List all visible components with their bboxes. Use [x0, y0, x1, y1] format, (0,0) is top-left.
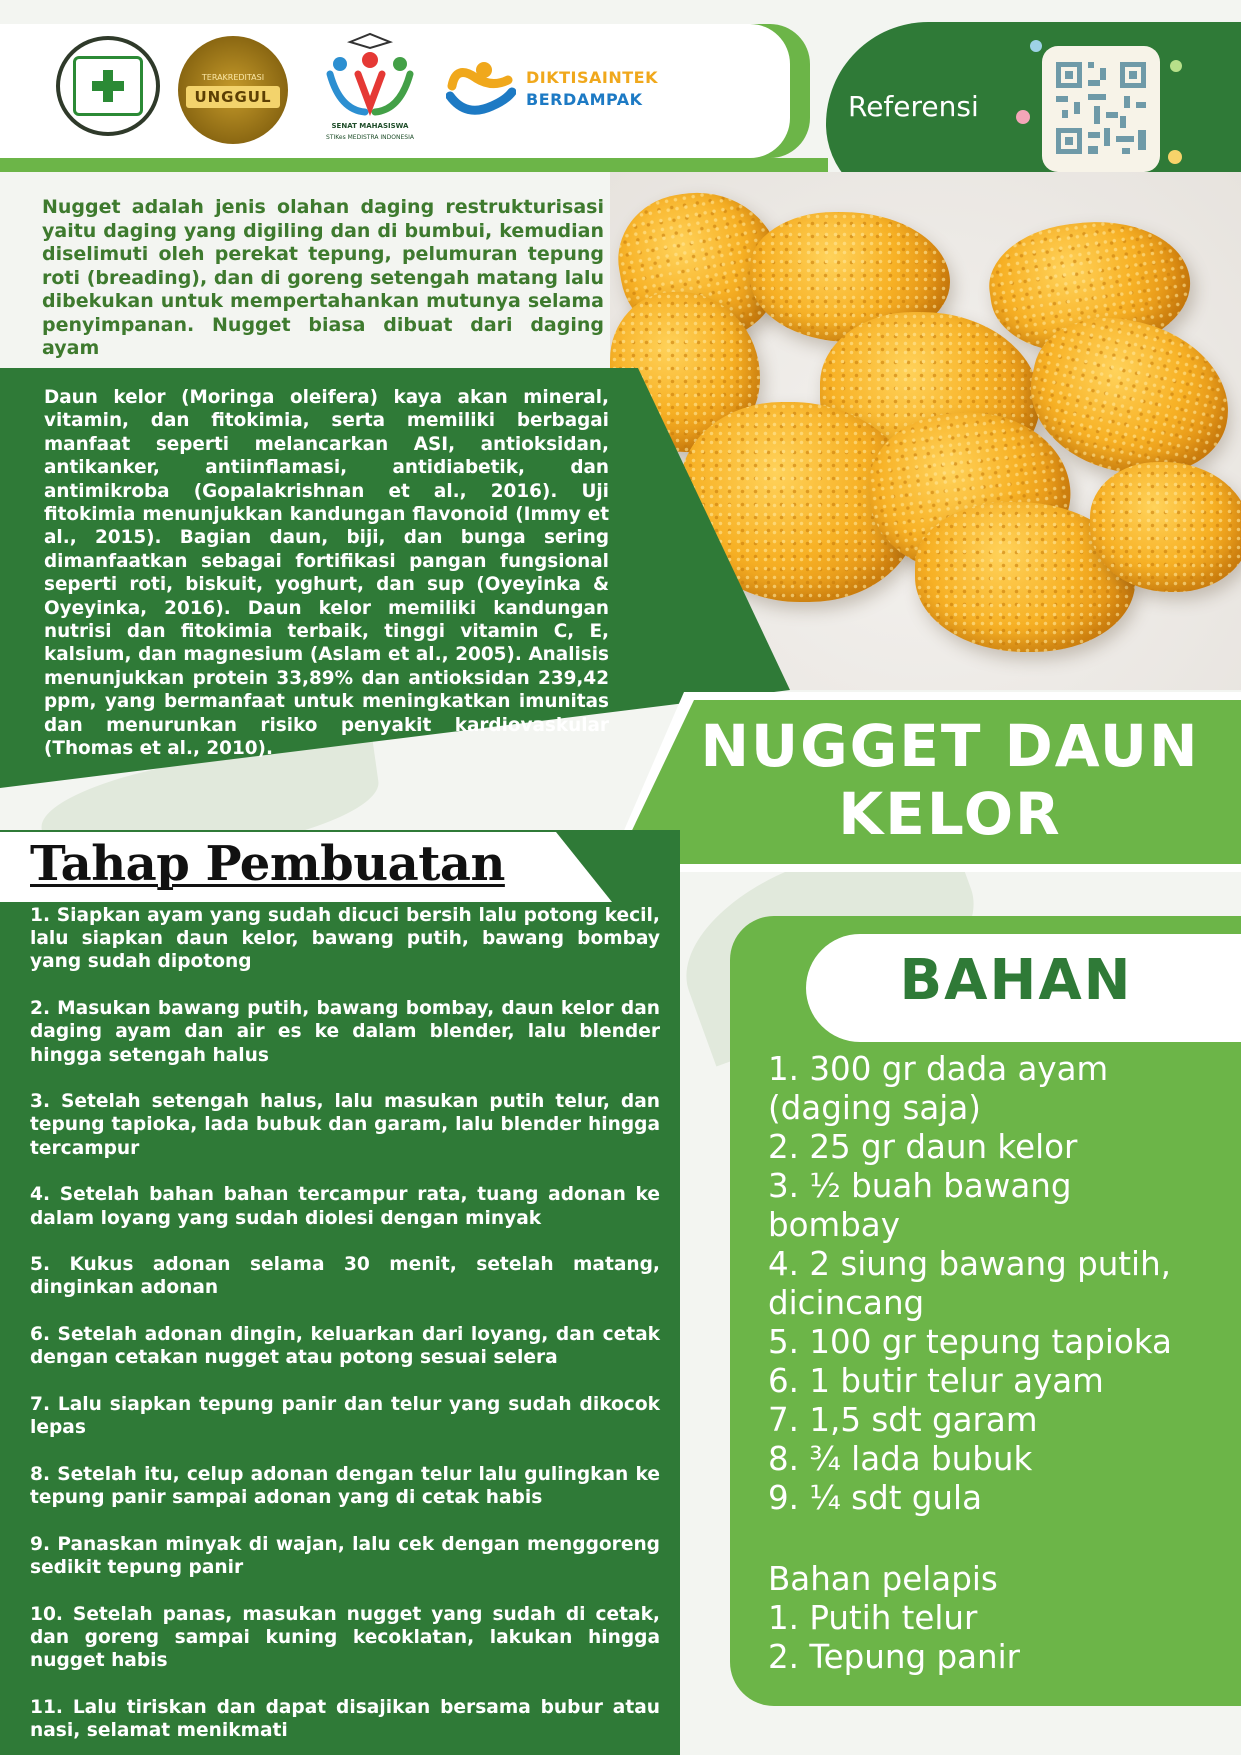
ingredient-item: 9. ¼ sdt gula — [768, 1479, 982, 1517]
step-item: 9. Panaskan minyak di wajan, lalu cek dengan menggoreng sedikit tepung panir — [30, 1533, 660, 1579]
coating-list — [768, 1599, 1208, 1677]
ingredient-item: 4. 2 siung bawang putih, dicincang — [768, 1245, 1171, 1322]
coating-item: 2. Tepung panir — [768, 1638, 1020, 1676]
reference-label: Referensi — [848, 90, 979, 123]
coating-item: 1. Putih telur — [768, 1599, 978, 1637]
flower-decoration — [1168, 150, 1182, 164]
step-item: 8. Setelah itu, celup adonan dengan telur lalu gulingkan ke tepung panir sampai adonan yang di cetak habis — [30, 1463, 660, 1509]
page-title-line1: NUGGET DAUN — [700, 712, 1200, 780]
dikti-logo — [446, 56, 666, 120]
flower-decoration — [1170, 60, 1182, 72]
step-item: 6. Setelah adonan dingin, keluarkan dari loyang, dan cetak dengan cetakan nugget atau potong sesuai selera — [30, 1324, 660, 1369]
senat-logo — [310, 30, 430, 148]
step-item: 3. Setelah setengah halus, lalu masukan putih telur, dan tepung tapioka, lada bubuk dan garam, lalu blender hingga tercampur — [30, 1091, 660, 1159]
senat-people-icon — [320, 30, 420, 120]
step-item: 11. Lalu tiriskan dan dapat disajikan bersama bubur atau nasi, selamat menikmati — [30, 1696, 660, 1742]
ingredient-item: 2. 25 gr daun kelor — [768, 1128, 1078, 1166]
flower-decoration — [1030, 40, 1042, 52]
moringa-paragraph: Daun kelor (Moringa oleifera) kaya akan mineral, vitamin, dan fitokimia, serta memiliki berbagai manfaat seperti melancarkan ASI, antioksidan, antikanker, antiinflamasi, antidiabetik, dan antimikroba (Gopalakrishnan et al., 2016). Uji fitokimia menunjukkan kandungan flavonoid (Immy et al., 2015). Bagian daun, biji, dan bunga sering dimanfaatkan sebagai fortifikasi pangan fungsional seperti roti, biskuit, yoghurt, dan sup (Oyeyinka & Oyeyinka, 2016). Daun kelor memiliki kandungan nutrisi dan fitokimia terbaik, tinggi vitamin C, E, kalsium, dan magnesium (Aslam et al., 2005). Analisis menunjukkan protein 33,89% dan antioksidan 239,42 ppm, yang bermanfaat untuk meningkatkan imunitas dan menurunkan risiko penyakit kardiovaskular (Thomas et al., 2010). — [44, 387, 609, 760]
dikti-mark-icon — [446, 56, 516, 120]
senat-logo-caption: SENAT MAHASISWA — [331, 122, 409, 130]
ingredient-item: 6. 1 butir telur ayam — [768, 1362, 1104, 1400]
step-item: 1. Siapkan ayam yang sudah dicuci bersih lalu potong kecil, lalu siapkan daun kelor, bawang putih, bawang bombay yang sudah dipotong — [30, 905, 660, 973]
ingredients-list — [768, 1050, 1208, 1518]
unggul-badge-top: TERAKREDITASI — [201, 72, 265, 82]
senat-logo-subcaption: STIKes MEDISTRA INDONESIA — [326, 134, 414, 141]
stikes-logo-cross — [73, 56, 143, 116]
coating-section — [768, 1560, 1208, 1677]
step-item: 5. Kukus adonan selama 30 menit, setelah matang, dinginkan adonan — [30, 1254, 660, 1299]
header-accent-bar — [0, 158, 828, 172]
reference-qr-code[interactable] — [1042, 46, 1160, 172]
ingredients-heading: BAHAN — [899, 948, 1133, 1013]
step-item: 10. Setelah panas, masukan nugget yang sudah di cetak, dan goreng sampai kuning kecoklatan, lakukan hingga nugget habis — [30, 1603, 660, 1672]
coating-heading: Bahan pelapis — [768, 1560, 998, 1598]
step-item: 2. Masukan bawang putih, bawang bombay, daun kelor dan daging ayam dan air es ke dalam blender, lalu blender hingga setengah halus — [30, 998, 660, 1066]
qr-code-icon — [1042, 46, 1160, 172]
steps-list — [30, 904, 660, 1755]
stikes-logo — [56, 36, 160, 136]
flower-decoration — [1016, 110, 1030, 124]
ingredient-item: 1. 300 gr dada ayam (daging saja) — [768, 1050, 1109, 1127]
ingredient-item: 3. ½ buah bawang bombay — [768, 1167, 1072, 1244]
medical-cross-icon — [88, 66, 128, 106]
step-item: 7. Lalu siapkan tepung panir dan telur yang sudah dikocok lepas — [30, 1394, 660, 1439]
dikti-logo-line1: DIKTISAINTEK — [526, 68, 658, 87]
step-item: 4. Setelah bahan bahan tercampur rata, tuang adonan ke dalam loyang yang sudah diolesi dengan minyak — [30, 1184, 660, 1229]
unggul-badge-band: UNGGUL — [186, 86, 279, 108]
nugget-piece — [1090, 462, 1241, 592]
page-title — [680, 712, 1220, 848]
intro-paragraph: Nugget adalah jenis olahan daging restrukturisasi yaitu daging yang digiling dan di bumbui, kemudian diselimuti oleh perekat tepung, pelumuran tepung roti (breading), dan di goreng setengah matang lalu dibekukan untuk mempertahankan mutunya selama penyimpanan. Nugget biasa dibuat dari daging ayam — [42, 196, 604, 359]
ingredient-item: 5. 100 gr tepung tapioka — [768, 1323, 1172, 1361]
steps-heading: Tahap Pembuatan — [30, 836, 505, 892]
page-title-line2: KELOR — [838, 780, 1062, 848]
unggul-badge — [178, 36, 288, 144]
ingredient-item: 8. ¾ lada bubuk — [768, 1440, 1033, 1478]
dikti-logo-line2: BERDAMPAK — [526, 90, 643, 109]
ingredient-item: 7. 1,5 sdt garam — [768, 1401, 1038, 1439]
